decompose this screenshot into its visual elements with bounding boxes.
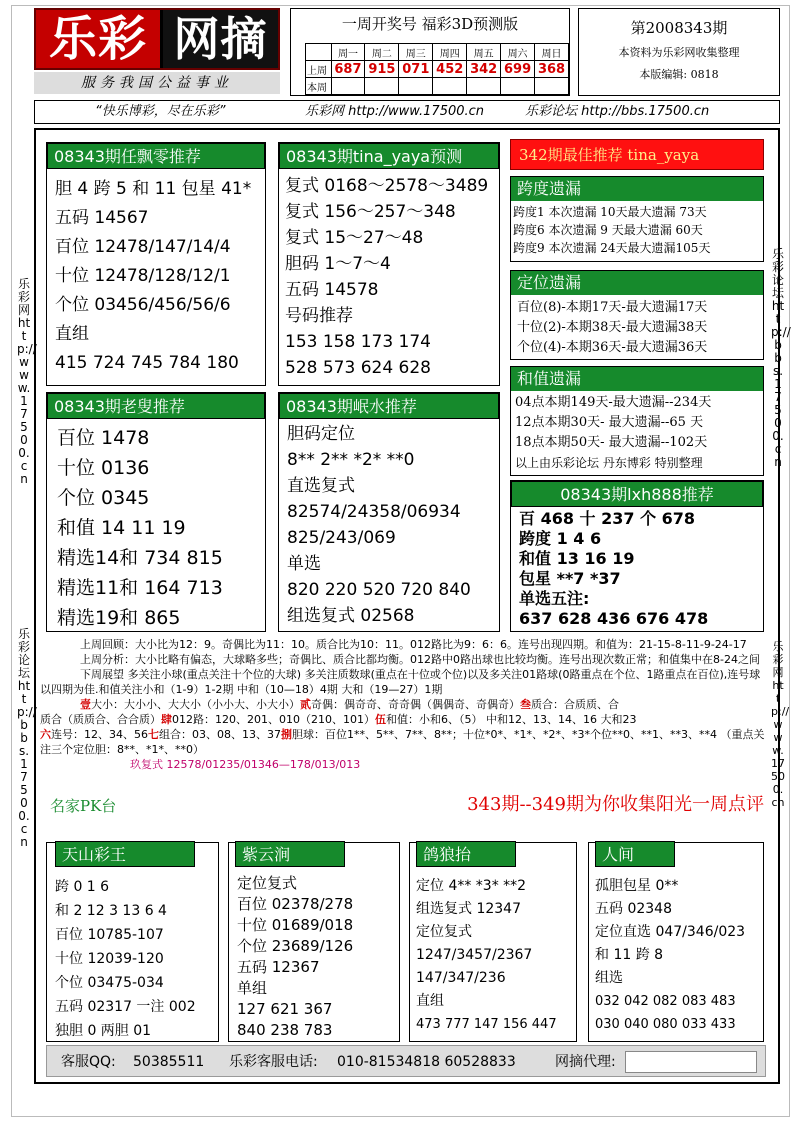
day-header: 周日 bbox=[535, 44, 569, 61]
pk-headline: 343期--349期为你收集阳光一周点评 bbox=[467, 794, 764, 815]
num-mark: 叁 bbox=[520, 698, 531, 711]
card-lines bbox=[229, 843, 399, 1041]
day-header: 周六 bbox=[501, 44, 535, 61]
empty-cell bbox=[501, 78, 535, 95]
card-tina-yaya bbox=[278, 142, 500, 386]
line: 五码 14578 bbox=[285, 280, 379, 300]
issue-box bbox=[578, 8, 780, 96]
agent-field[interactable] bbox=[625, 1051, 757, 1073]
line: 孤胆包星 0** bbox=[595, 878, 679, 894]
line: 精选11和 164 713 bbox=[57, 577, 223, 599]
line: 单组 bbox=[237, 979, 268, 997]
num-mark: 壹 bbox=[80, 698, 91, 711]
pk-card-ziyunjian bbox=[228, 842, 400, 1042]
card-title: 08343期老叟推荐 bbox=[47, 393, 265, 419]
motto: “快乐博彩，尽在乐彩” bbox=[95, 104, 226, 119]
day-header: 周四 bbox=[433, 44, 467, 61]
week-title: 一周开奖号 福彩3D预测版 bbox=[341, 15, 519, 33]
text: 大小：大小小、大大小（小小大、小大小） bbox=[91, 698, 300, 711]
qq-label: 客服QQ: bbox=[61, 1054, 116, 1070]
line: 直组 bbox=[416, 993, 444, 1009]
empty-cell bbox=[535, 78, 569, 95]
card-lines bbox=[589, 843, 763, 1036]
line: 五码 12367 bbox=[237, 958, 320, 976]
line: 五码 02348 bbox=[595, 901, 672, 917]
card-title: 鸽狼抬 bbox=[416, 841, 516, 867]
line: 个位 23689/126 bbox=[237, 937, 354, 955]
line: 528 573 624 628 bbox=[285, 358, 432, 378]
pk-card-renjian bbox=[588, 842, 764, 1042]
card-lines bbox=[47, 419, 265, 633]
line: 127 621 367 bbox=[237, 1000, 333, 1018]
issue-period: 第2008343期 bbox=[630, 19, 728, 37]
num-mark: 伍 bbox=[374, 713, 386, 726]
box-title: 定位遗漏 bbox=[511, 271, 763, 295]
line: 18点本期50天- 最大遗漏--102天 bbox=[515, 435, 708, 450]
draw-number: 452 bbox=[433, 61, 467, 78]
pk-card-tianshan bbox=[46, 842, 219, 1042]
line: 五码 14567 bbox=[55, 208, 149, 228]
line: 820 220 520 720 840 bbox=[287, 580, 471, 600]
line: 胆码定位 bbox=[287, 424, 355, 444]
line: 十位 01689/018 bbox=[237, 916, 354, 934]
text: 胆球：百位1**、5**、7**、8**；十位*0*、*1*、*2*、*3*个位**0、**1、**3、**4 （重点关注三个定位胆：8**、*1*、**0） bbox=[40, 728, 765, 756]
tagline-bar bbox=[34, 100, 780, 124]
slogan: 服务我国公益事业 bbox=[34, 72, 280, 94]
num-mark: 玖 bbox=[130, 758, 141, 771]
draw-number: 687 bbox=[331, 61, 365, 78]
row-label: 本周 bbox=[306, 78, 332, 95]
empty-cell bbox=[399, 78, 433, 95]
box-lines bbox=[511, 391, 763, 473]
row-label: 上周 bbox=[306, 61, 332, 78]
week-draw-box bbox=[290, 8, 570, 96]
num-mark: 六 bbox=[40, 728, 51, 741]
line: 跨度 1 4 6 bbox=[519, 529, 602, 548]
line: 个位(4)-本期36天-最大遗漏36天 bbox=[517, 340, 708, 355]
position-miss-box bbox=[510, 270, 764, 360]
line: 和 2 12 3 13 6 4 bbox=[55, 903, 167, 919]
line: 百 468 十 237 个 678 bbox=[519, 509, 696, 528]
line: 胆 4 跨 5 和 11 包星 41* bbox=[55, 179, 252, 199]
line: 包星 **7 *37 bbox=[519, 569, 621, 588]
line: 030 040 080 033 433 bbox=[595, 1017, 736, 1032]
line: 个位 03475-034 bbox=[55, 975, 164, 991]
line: 十位 0136 bbox=[57, 457, 150, 479]
line: 8** 2** *2* **0 bbox=[287, 450, 415, 470]
line: 独胆 0 两胆 01 bbox=[55, 1023, 152, 1039]
line: 组选 bbox=[595, 970, 623, 986]
num-mark: 七 bbox=[148, 728, 159, 741]
line: 定位 4** *3* **2 bbox=[416, 878, 527, 894]
logo-left: 乐彩 bbox=[48, 11, 147, 67]
text: 012路：120、201、010（210、101） bbox=[172, 713, 375, 726]
footer-bar bbox=[46, 1045, 766, 1077]
corner-cell bbox=[306, 44, 332, 61]
card-title: 08343期tina_yaya预测 bbox=[279, 143, 499, 169]
text: 和值：小和6、（5） 中和12、13、14、16 大和23 bbox=[385, 713, 637, 726]
card-lines bbox=[279, 169, 499, 381]
week-table bbox=[305, 43, 569, 95]
line: 直组 bbox=[55, 324, 89, 344]
empty-cell bbox=[331, 78, 365, 95]
box-title: 和值遗漏 bbox=[511, 367, 763, 391]
forum-link[interactable]: 乐彩论坛 http://bbs.17500.cn bbox=[525, 104, 710, 119]
analysis-section bbox=[40, 637, 768, 772]
outlook-line-3 bbox=[40, 727, 768, 757]
tel-label: 乐彩客服电话: bbox=[229, 1054, 318, 1070]
line: 十位(2)-本期38天-最大遗漏38天 bbox=[517, 320, 708, 335]
empty-cell bbox=[467, 78, 501, 95]
side-text-left-top: 乐彩网 http://www.17500.cn bbox=[17, 277, 37, 486]
card-lines bbox=[511, 507, 763, 629]
line: 032 042 082 083 483 bbox=[595, 994, 736, 1009]
empty-cell bbox=[365, 78, 399, 95]
line: 825/243/069 bbox=[287, 528, 396, 548]
num-mark: 贰 bbox=[300, 698, 311, 711]
text: 连号：12、34、56 bbox=[51, 728, 148, 741]
card-minshui bbox=[278, 392, 500, 632]
line: 单选五注: bbox=[519, 589, 590, 608]
side-text-left-bottom: 乐彩论坛 http://bbs.17500.cn bbox=[17, 627, 37, 849]
span-miss-box bbox=[510, 176, 764, 262]
draw-number: 368 bbox=[535, 61, 569, 78]
line: 和值 14 11 19 bbox=[57, 517, 186, 539]
line: 12点本期30天- 最大遗漏--65 天 bbox=[515, 415, 704, 430]
line: 跨度9 本次遗漏 24天最大遗漏105天 bbox=[513, 241, 711, 255]
empty-cell bbox=[433, 78, 467, 95]
line: 百位 10785-107 bbox=[55, 927, 164, 943]
line: 组选复式 12347 bbox=[416, 901, 521, 917]
card-title: 紫云涧 bbox=[235, 841, 345, 867]
outlook-line-1 bbox=[40, 697, 768, 712]
line: 复式 156～257～348 bbox=[285, 202, 456, 222]
line: 840 238 783 bbox=[237, 1021, 333, 1039]
draw-number: 342 bbox=[467, 61, 501, 78]
side-text-right-bottom: 乐彩网 http://www.17500.cn bbox=[771, 640, 790, 809]
box-lines bbox=[511, 295, 763, 358]
outlook: 下周展望 多关注小球(重点关注十个位的大球) 多关注质数球(重点在十位或个位)以及多关注01路球(0路重点在个位、1路重点在百位),连号球以四期为佳.和值关注小和（1-9）1-2期 中和（10—18）4期 大和（19—27）1期 bbox=[40, 668, 761, 696]
issue-editor: 本版编辑: 0818 bbox=[639, 68, 719, 81]
card-laosou bbox=[46, 392, 266, 632]
line: 百位 1478 bbox=[57, 427, 150, 449]
logo bbox=[34, 8, 280, 70]
card-title: 08343期lxh888推荐 bbox=[511, 481, 763, 507]
outlook-line-2 bbox=[40, 712, 768, 727]
pk-label: 名家PK台 bbox=[50, 797, 117, 815]
day-header: 周一 bbox=[331, 44, 365, 61]
line: 个位 0345 bbox=[57, 487, 150, 509]
line: 82574/24358/06934 bbox=[287, 502, 461, 522]
num-mark: 捌 bbox=[281, 728, 292, 741]
day-header: 周三 bbox=[399, 44, 433, 61]
card-title: 人间 bbox=[595, 841, 675, 867]
day-header: 周二 bbox=[365, 44, 399, 61]
review: 上周回顾：大小比为12：9。奇偶比为11：10。质合比为10：11。012路比为9：6：6。连号出现四期。和值为：21-15-8-11-9-24-17 bbox=[80, 638, 747, 651]
text: 复式 12578/01235/01346—178/013/013 bbox=[141, 758, 361, 771]
line: 直选复式 bbox=[287, 476, 355, 496]
box-title: 跨度遗漏 bbox=[511, 177, 763, 201]
line: 十位 12039-120 bbox=[55, 951, 164, 967]
qq-number[interactable]: 50385511 bbox=[133, 1054, 205, 1070]
draw-number: 699 bbox=[501, 61, 535, 78]
logo-right: 网摘 bbox=[163, 10, 278, 68]
card-lines bbox=[279, 419, 499, 629]
draw-number: 915 bbox=[365, 61, 399, 78]
line: 精选14和 734 815 bbox=[57, 547, 223, 569]
review-analysis: 上周分析：大小比略有偏态，大球略多些；奇偶比、质合比都均衡。012路中0路出球也比较均衡。连号出现次数正常；和值集中在8-24之间 bbox=[80, 653, 760, 666]
card-lines bbox=[47, 843, 218, 1043]
line: 跨 0 1 6 bbox=[55, 879, 110, 895]
card-title: 08343期岷水推荐 bbox=[279, 393, 499, 419]
line: 号码推荐 bbox=[285, 306, 353, 326]
card-lines bbox=[47, 169, 265, 378]
issue-note: 本资料为乐彩网收集整理 bbox=[618, 46, 740, 59]
line: 637 628 436 676 478 bbox=[519, 609, 709, 628]
line: 复式 15～27～48 bbox=[285, 228, 424, 248]
line: 精选19和 865 bbox=[57, 607, 181, 629]
line: 跨度6 本次遗漏 9 天最大遗漏 60天 bbox=[513, 223, 703, 237]
best-recommend-banner: 342期最佳推荐 tina_yaya bbox=[510, 139, 764, 170]
box-lines bbox=[511, 201, 763, 257]
line: 百位 02378/278 bbox=[237, 895, 354, 913]
site-link[interactable]: 乐彩网 http://www.17500.cn bbox=[305, 104, 485, 119]
text: 奇偶：偶奇奇、奇奇偶（偶偶奇、奇偶奇） bbox=[311, 698, 520, 711]
line: 和值 13 16 19 bbox=[519, 549, 635, 568]
pk-card-gelangtai bbox=[409, 842, 577, 1042]
card-renpiaoling bbox=[46, 142, 266, 386]
num-mark: 肆 bbox=[161, 713, 172, 726]
card-lines bbox=[410, 843, 576, 1036]
side-text-right-top: 乐彩论坛 http://bbs.17500.cn bbox=[771, 247, 791, 469]
line: 1247/3457/2367 bbox=[416, 947, 533, 963]
line: 和 11 跨 8 bbox=[595, 947, 664, 963]
line: 415 724 745 784 180 bbox=[55, 353, 239, 373]
line: 153 158 173 174 bbox=[285, 332, 432, 352]
credit: 以上由乐彩论坛 丹东博彩 特别整理 bbox=[515, 456, 703, 470]
line: 147/347/236 bbox=[416, 970, 506, 986]
draw-number: 071 bbox=[399, 61, 433, 78]
line: 定位直选 047/346/023 bbox=[595, 924, 746, 940]
card-lxh888 bbox=[510, 480, 764, 632]
logo-right-box bbox=[160, 10, 278, 68]
text: 质合（质质合、合合质） bbox=[40, 713, 161, 726]
text: 质合：合质质、合 bbox=[531, 698, 619, 711]
line: 跨度1 本次遗漏 10天最大遗漏 73天 bbox=[513, 205, 707, 219]
card-title: 天山彩王 bbox=[55, 841, 195, 867]
line: 组选复式 02568 bbox=[287, 606, 415, 626]
day-header: 周五 bbox=[467, 44, 501, 61]
line: 五码 02317 一注 002 bbox=[55, 999, 196, 1015]
line: 复式 0168～2578～3489 bbox=[285, 176, 489, 196]
line: 十位 12478/128/12/1 bbox=[55, 266, 231, 286]
text: 组合：03、08、13、37 bbox=[159, 728, 281, 741]
tel-number[interactable]: 010-81534818 60528833 bbox=[337, 1054, 516, 1070]
line: 百位(8)-本期17天-最大遗漏17天 bbox=[517, 300, 708, 315]
outlook-line-4 bbox=[130, 757, 768, 772]
line: 百位 12478/147/14/4 bbox=[55, 237, 231, 257]
line: 定位复式 bbox=[416, 924, 472, 940]
line: 胆码 1～7～4 bbox=[285, 254, 391, 274]
line: 个位 03456/456/56/6 bbox=[55, 295, 231, 315]
line: 04点本期149天-最大遗漏--234天 bbox=[515, 395, 712, 410]
line: 473 777 147 156 447 bbox=[416, 1017, 557, 1032]
line: 单选 bbox=[287, 554, 321, 574]
card-title: 08343期任飘零推荐 bbox=[47, 143, 265, 169]
sum-miss-box bbox=[510, 366, 764, 476]
agent-label: 网摘代理: bbox=[555, 1054, 616, 1070]
line: 定位复式 bbox=[237, 874, 298, 892]
